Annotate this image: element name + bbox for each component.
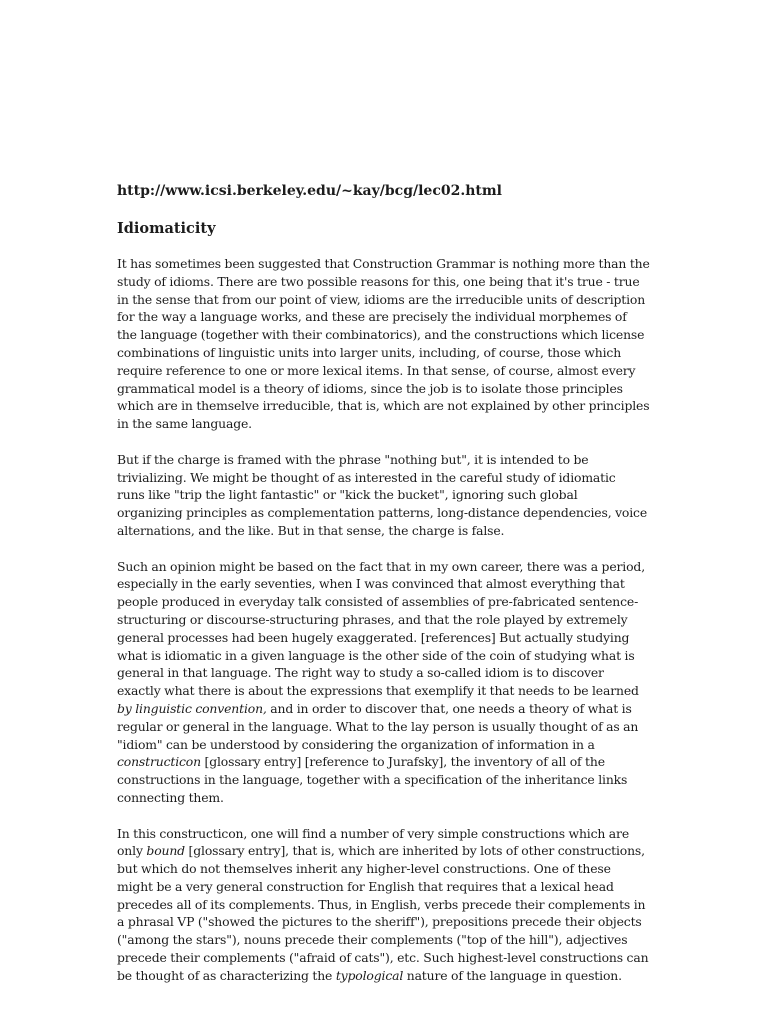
text-run: [glossary entry] [reference to Jurafsky], the inventory of all of the xyxy=(200,754,605,770)
text-run: [glossary entry], that is, which are inherited by lots of other constructions, xyxy=(184,843,645,859)
text-line: structuring or discourse-structuring phrases, and that the role played by extremely xyxy=(117,611,628,627)
text-line: But if the charge is framed with the phrase "nothing but", it is intended to be xyxy=(117,451,589,467)
paragraph-4 xyxy=(117,825,657,985)
text-run: and in order to discover that, one needs a theory of what is xyxy=(266,700,632,716)
text-line: combinations of linguistic units into larger units, including, of course, those which xyxy=(117,344,622,360)
italic-phrase: by linguistic convention, xyxy=(117,700,267,716)
text-line xyxy=(117,967,657,985)
text-line xyxy=(117,753,657,771)
text-line: especially in the early seventies, when I was convinced that almost everything that xyxy=(117,576,625,592)
text-line: constructions in the language, together with a specification of the inheritance links xyxy=(117,772,628,788)
paragraph-2 xyxy=(117,451,657,540)
text-line: require reference to one or more lexical items. In that sense, of course, almost every xyxy=(117,362,636,378)
text-line: alternations, and the like. But in that sense, the charge is false. xyxy=(117,522,505,538)
text-line xyxy=(117,700,657,718)
text-line: but which do not themselves inherit any higher-level constructions. One of these xyxy=(117,861,611,877)
text-line: the language (together with their combinatorics), and the constructions which license xyxy=(117,327,645,343)
italic-term: typological xyxy=(335,967,404,983)
text-line: regular or general in the language. What to the lay person is usually thought of as an xyxy=(117,718,639,734)
text-line: might be a very general construction for English that requires that a lexical head xyxy=(117,878,614,894)
source-url: http://www.icsi.berkeley.edu/~kay/bcg/lec02.html xyxy=(117,183,502,199)
text-line: trivializing. We might be thought of as interested in the careful study of idiomatic xyxy=(117,469,616,485)
text-line: general in that language. The right way to study a so-called idiom is to discover xyxy=(117,665,604,681)
text-run: only xyxy=(117,843,147,859)
text-line: precedes all of its complements. Thus, in English, verbs precede their complements in xyxy=(117,896,646,912)
text-line: what is idiomatic in a given language is the other side of the coin of studying what is xyxy=(117,647,635,663)
text-line: people produced in everyday talk consisted of assemblies of pre-fabricated sentence- xyxy=(117,594,639,610)
italic-term: bound xyxy=(146,843,185,859)
text-line: runs like "trip the light fantastic" or "kick the bucket", ignoring such global xyxy=(117,487,578,503)
text-line: In this constructicon, one will find a number of very simple constructions which are xyxy=(117,825,630,841)
text-line: general processes had been hugely exaggerated. [references] But actually studying xyxy=(117,629,630,645)
text-line: a phrasal VP ("showed the pictures to the sheriff"), prepositions precede their objects xyxy=(117,914,642,930)
text-line: "idiom" can be understood by considering the organization of information in a xyxy=(117,736,595,752)
text-line: study of idioms. There are two possible reasons for this, one being that it's true - true xyxy=(117,273,640,289)
text-line: It has sometimes been suggested that Construction Grammar is nothing more than the xyxy=(117,256,650,271)
section-heading: Idiomaticity xyxy=(117,220,216,237)
text-run: be thought of as characterizing the xyxy=(117,967,336,983)
paragraph-1 xyxy=(117,255,657,433)
paragraph-3 xyxy=(117,558,657,807)
text-line: for the way a language works, and these are precisely the individual morphemes of xyxy=(117,309,627,325)
text-line: grammatical model is a theory of idioms, since the job is to isolate those principles xyxy=(117,380,623,396)
text-line: connecting them. xyxy=(117,789,224,805)
text-line: ("among the stars"), nouns precede their complements ("top of the hill"), adjectives xyxy=(117,932,628,948)
text-line: exactly what there is about the expressions that exemplify it that needs to be learned xyxy=(117,683,639,699)
document-page xyxy=(117,181,657,1002)
text-line: in the sense that from our point of view, idioms are the irreducible units of description xyxy=(117,291,646,307)
italic-term: constructicon xyxy=(117,754,201,770)
text-line: Such an opinion might be based on the fact that in my own career, there was a period, xyxy=(117,558,645,574)
text-line: precede their complements ("afraid of cats"), etc. Such highest-level constructions can xyxy=(117,950,649,966)
text-line: organizing principles as complementation patterns, long-distance dependencies, voice xyxy=(117,505,648,521)
text-line xyxy=(117,842,657,860)
text-line: which are in themselve irreducible, that is, which are not explained by other principles xyxy=(117,398,650,414)
text-run: nature of the language in question. xyxy=(403,967,622,983)
text-line: in the same language. xyxy=(117,416,252,432)
